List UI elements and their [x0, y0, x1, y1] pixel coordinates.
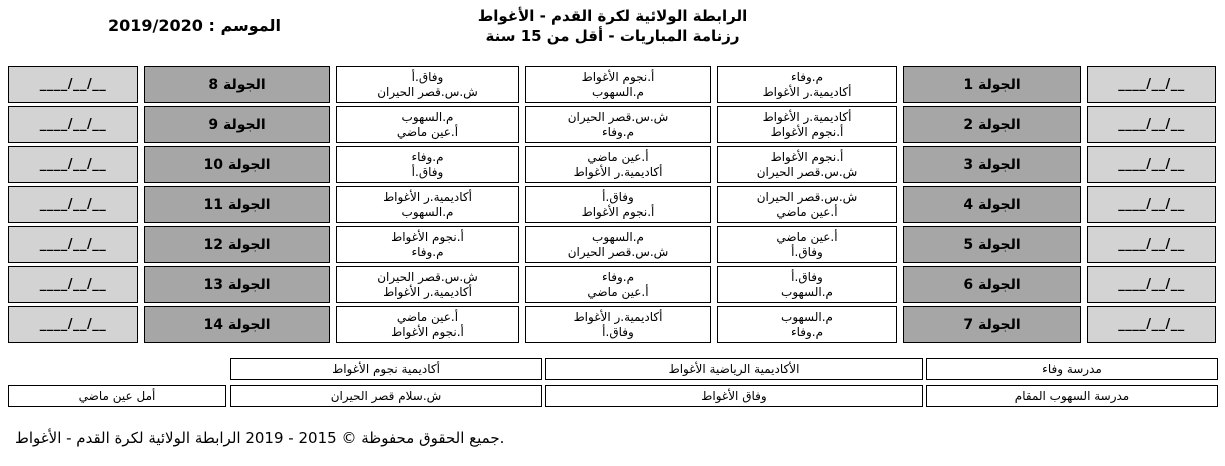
date-field-right: ____/__/__ [1087, 226, 1216, 263]
season-label: الموسم : 2019/2020 [108, 16, 281, 35]
round-label-right: الجولة 4 [903, 186, 1081, 223]
legend-club-salam-ksar-hirane: ش.سلام قصر الحيران [230, 385, 542, 407]
home-team: م.السهوب [592, 229, 644, 244]
date-field-right: ____/__/__ [1087, 106, 1216, 143]
page-title-line2: رزنامة المباريات - أقل من 15 سنة [485, 27, 740, 45]
away-team: م.وفاء [790, 324, 824, 339]
legend-club-akademia-noujoum: أكاديمية نجوم الأغواط [230, 358, 542, 380]
match-cell [525, 146, 711, 183]
date-field-right: ____/__/__ [1087, 266, 1216, 303]
round-label-left: الجولة 9 [144, 106, 330, 143]
date-field-right: ____/__/__ [1087, 66, 1216, 103]
away-team: ش.س.قصر الحيران [377, 84, 478, 99]
match-cell [717, 66, 897, 103]
date-field-right: ____/__/__ [1087, 306, 1216, 343]
away-team: أكاديمية.ر الأغواط [762, 84, 852, 99]
away-team: م.وفاء [411, 244, 444, 259]
match-cell [525, 226, 711, 263]
legend-club-amal-ain-madhi: أمل عين ماضي [8, 385, 226, 407]
round-label-left: الجولة 14 [144, 306, 330, 343]
home-team: وفاق.أ [411, 69, 444, 84]
home-team: ش.س.قصر الحيران [756, 189, 858, 204]
match-cell [336, 266, 519, 303]
away-team: أكاديمية.ر الأغواط [383, 284, 472, 299]
match-cell [717, 186, 897, 223]
home-team: أ.عين ماضي [396, 309, 459, 324]
round-label-left: الجولة 13 [144, 266, 330, 303]
home-team: أكاديمية.ر الأغواط [762, 109, 852, 124]
away-team: أ.نجوم الأغواط [581, 204, 655, 219]
away-team: م.السهوب [592, 84, 644, 99]
home-team: وفاق.أ [791, 269, 823, 284]
home-team: م.وفاء [601, 269, 635, 284]
away-team: أ.عين ماضي [396, 124, 459, 139]
away-team: م.السهوب [781, 284, 833, 299]
home-team: م.السهوب [401, 109, 454, 124]
round-label-right: الجولة 7 [903, 306, 1081, 343]
match-cell [717, 306, 897, 343]
date-field-left: ____/__/__ [8, 306, 138, 343]
away-team: وفاق.أ [791, 244, 823, 259]
home-team: أ.نجوم الأغواط [391, 229, 464, 244]
round-label-right: الجولة 3 [903, 146, 1081, 183]
date-field-left: ____/__/__ [8, 186, 138, 223]
legend-club-wifak-aghouat: وفاق الأغواط [545, 385, 923, 407]
away-team: وفاق.أ [411, 164, 444, 179]
away-team: ش.س.قصر الحيران [756, 164, 858, 179]
round-label-left: الجولة 8 [144, 66, 330, 103]
home-team: أ.نجوم الأغواط [581, 69, 655, 84]
legend-club-academie-sportive: الأكاديمية الرياضية الأغواط [545, 358, 923, 380]
home-team: م.وفاء [790, 69, 824, 84]
match-cell [525, 66, 711, 103]
home-team: ش.س.قصر الحيران [567, 109, 669, 124]
date-field-right: ____/__/__ [1087, 186, 1216, 223]
match-cell [336, 66, 519, 103]
away-team: أكاديمية.ر الأغواط [573, 164, 663, 179]
home-team: أ.عين ماضي [776, 229, 838, 244]
round-label-right: الجولة 1 [903, 66, 1081, 103]
round-label-right: الجولة 5 [903, 226, 1081, 263]
match-cell [336, 306, 519, 343]
round-label-right: الجولة 6 [903, 266, 1081, 303]
match-cell [717, 226, 897, 263]
date-field-right: ____/__/__ [1087, 146, 1216, 183]
match-cell [336, 226, 519, 263]
home-team: أ.نجوم الأغواط [770, 149, 844, 164]
round-label-left: الجولة 10 [144, 146, 330, 183]
round-label-left: الجولة 12 [144, 226, 330, 263]
match-cell [525, 186, 711, 223]
away-team: ش.س.قصر الحيران [567, 244, 669, 259]
away-team: أ.عين ماضي [587, 284, 649, 299]
match-cell [717, 146, 897, 183]
round-label-left: الجولة 11 [144, 186, 330, 223]
date-field-left: ____/__/__ [8, 266, 138, 303]
home-team: وفاق.أ [602, 189, 634, 204]
legend-club-madrasat-wafa: مدرسة وفاء [926, 358, 1218, 380]
round-label-right: الجولة 2 [903, 106, 1081, 143]
home-team: م.السهوب [781, 309, 833, 324]
legend-club-madrasat-souhoub: مدرسة السهوب المقام [926, 385, 1218, 407]
home-team: م.وفاء [411, 149, 444, 164]
match-cell [525, 266, 711, 303]
match-cell [336, 186, 519, 223]
date-field-left: ____/__/__ [8, 146, 138, 183]
schedule-table [8, 66, 1216, 343]
date-field-left: ____/__/__ [8, 66, 138, 103]
home-team: أكاديمية.ر الأغواط [383, 189, 472, 204]
home-team: أكاديمية.ر الأغواط [573, 309, 663, 324]
match-cell [525, 106, 711, 143]
away-team: أ.نجوم الأغواط [391, 324, 464, 339]
match-cell [336, 106, 519, 143]
away-team: م.السهوب [401, 204, 454, 219]
away-team: أ.نجوم الأغواط [770, 124, 844, 139]
match-cell [525, 306, 711, 343]
copyright-text: جميع الحقوق محفوظة © 2015 - 2019 الرابطة الولائية لكرة القدم - الأغواط. [15, 429, 505, 447]
home-team: ش.س.قصر الحيران [377, 269, 478, 284]
away-team: وفاق.أ [602, 324, 634, 339]
page-title-line1: الرابطة الولائية لكرة القدم - الأغواط [477, 7, 748, 25]
away-team: م.وفاء [601, 124, 635, 139]
away-team: أ.عين ماضي [776, 204, 838, 219]
home-team: أ.عين ماضي [587, 149, 649, 164]
date-field-left: ____/__/__ [8, 106, 138, 143]
match-cell [336, 146, 519, 183]
date-field-left: ____/__/__ [8, 226, 138, 263]
match-cell [717, 106, 897, 143]
match-cell [717, 266, 897, 303]
